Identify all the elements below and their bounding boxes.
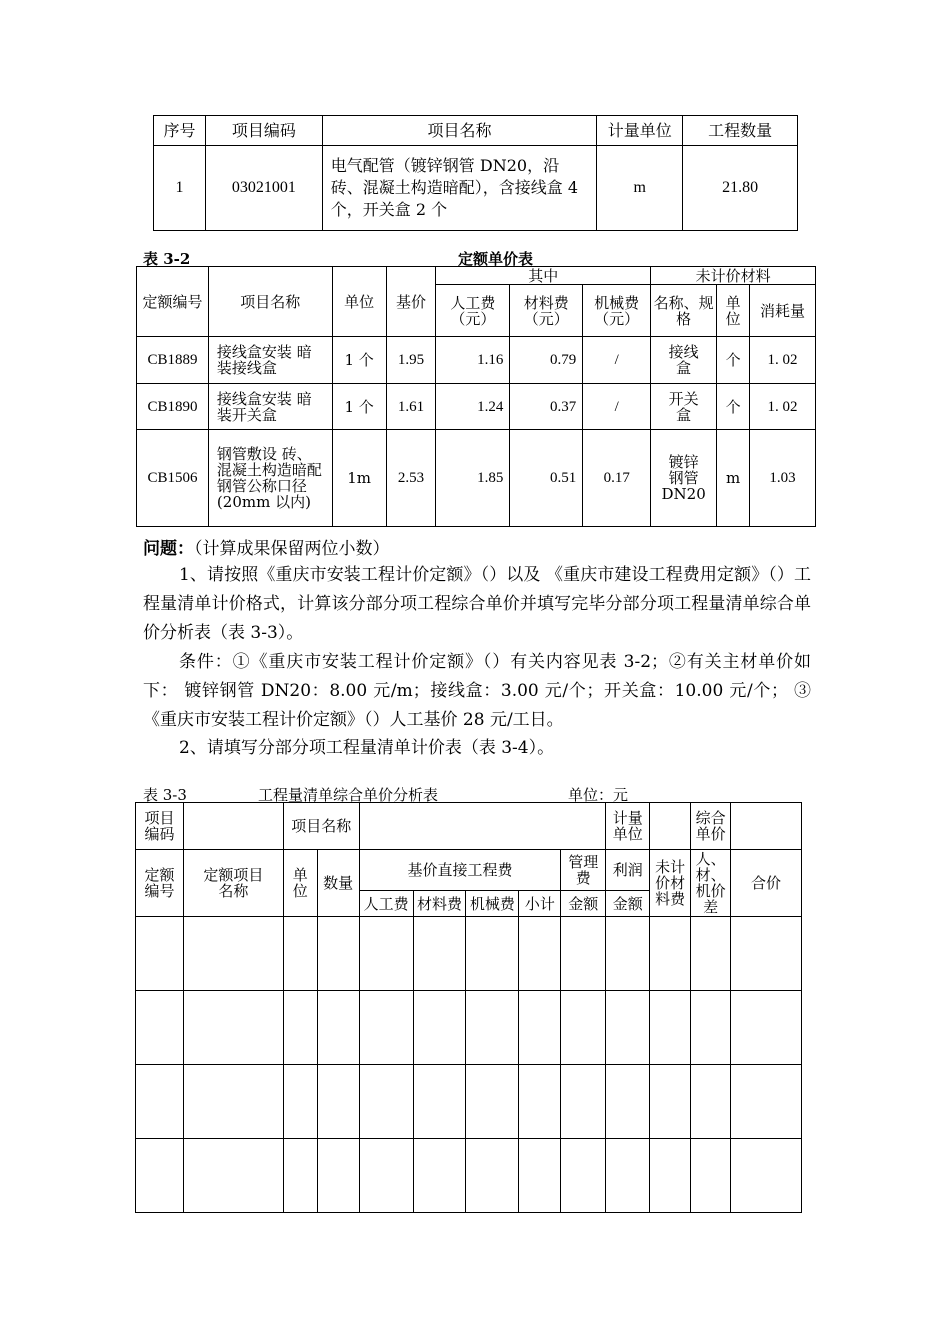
header-quantity: 工程数量 bbox=[683, 116, 798, 146]
header-item-name: 项目名称 bbox=[283, 803, 359, 850]
table-row bbox=[136, 917, 802, 991]
value-measure-unit bbox=[650, 803, 691, 850]
header-quota-code: 定额编号 bbox=[136, 850, 184, 917]
header-unpriced-material: 未计价材料 bbox=[651, 267, 816, 285]
header-profit: 利润 bbox=[606, 850, 650, 891]
cell-quota-code: CB1889 bbox=[137, 337, 209, 384]
header-quota-code: 定额编号 bbox=[137, 267, 209, 337]
header-labor-cost: 人工费（元） bbox=[436, 285, 510, 337]
quota-price-table bbox=[136, 266, 816, 527]
header-material-name: 名称、规格 bbox=[651, 285, 717, 337]
value-comprehensive-price bbox=[731, 803, 802, 850]
header-total-price: 合价 bbox=[731, 850, 802, 917]
cell-machine-cost: / bbox=[583, 337, 651, 384]
cell-consumption: 1. 02 bbox=[750, 384, 816, 430]
cell-seq: 1 bbox=[154, 146, 206, 231]
comprehensive-price-analysis-table bbox=[135, 802, 802, 1213]
header-measure-unit: 计量单位 bbox=[606, 803, 650, 850]
header-subtotal: 小计 bbox=[519, 891, 561, 917]
table-row bbox=[136, 1065, 802, 1139]
cell-quota-code: CB1506 bbox=[137, 430, 209, 527]
table2-label: 表 3-2 bbox=[143, 250, 191, 268]
cell-material-cost: 0.79 bbox=[510, 337, 583, 384]
cell-quota-code: CB1890 bbox=[137, 384, 209, 430]
table3-title: 工程量清单综合单价分析表 bbox=[258, 786, 439, 804]
table-row bbox=[136, 1139, 802, 1213]
header-machine-cost: 机械费 bbox=[466, 891, 519, 917]
header-unpriced-material-cost: 未计价材料费 bbox=[650, 850, 691, 917]
questions-heading-line bbox=[143, 534, 390, 559]
cell-unit: m bbox=[597, 146, 683, 231]
cell-material-unit: 个 bbox=[717, 337, 750, 384]
question-2: 2、请填写分部分项工程量清单计价表（表 3-4）。 bbox=[179, 738, 555, 758]
header-seq: 序号 bbox=[154, 116, 206, 146]
cell-material-unit: m bbox=[717, 430, 750, 527]
table-row bbox=[137, 337, 816, 384]
cell-material-cost: 0.51 bbox=[510, 430, 583, 527]
header-measure-unit: 计量单位 bbox=[597, 116, 683, 146]
header-item-code: 项目编码 bbox=[136, 803, 184, 850]
header-consumption: 消耗量 bbox=[750, 285, 816, 337]
header-machine-cost: 机械费（元） bbox=[583, 285, 651, 337]
header-management-fee: 管理费 bbox=[561, 850, 606, 891]
header-price-difference: 人、材、机价差 bbox=[691, 850, 731, 917]
table3-label: 表 3-3 bbox=[143, 786, 187, 804]
cell-unit: 1 个 bbox=[332, 337, 386, 384]
header-unit: 单位 bbox=[283, 850, 317, 917]
cell-item-name: 电气配管（镀锌钢管 DN20，沿砖、混凝土构造暗配），含接线盒 4 个，开关盒 2 个 bbox=[322, 146, 597, 231]
header-material-cost: 材料费 bbox=[413, 891, 466, 917]
table2-title: 定额单价表 bbox=[458, 250, 534, 268]
header-material-cost: 材料费（元） bbox=[510, 285, 583, 337]
header-profit-amount: 金额 bbox=[606, 891, 650, 917]
cell-base-price: 1.61 bbox=[386, 384, 436, 430]
cell-base-price: 2.53 bbox=[386, 430, 436, 527]
questions-note: （计算成果保留两位小数） bbox=[194, 539, 390, 559]
bill-item-table bbox=[153, 115, 798, 231]
cell-item-name: 接线盒安装 暗装接线盒 bbox=[208, 337, 332, 384]
cell-quantity: 21.80 bbox=[683, 146, 798, 231]
cell-labor-cost: 1.16 bbox=[436, 337, 510, 384]
cell-machine-cost: 0.17 bbox=[583, 430, 651, 527]
header-among: 其中 bbox=[436, 267, 651, 285]
cell-base-price: 1.95 bbox=[386, 337, 436, 384]
questions-heading: 问题： bbox=[143, 539, 194, 559]
cell-labor-cost: 1.24 bbox=[436, 384, 510, 430]
question-1: 1、请按照《重庆市安装工程计价定额》（）以及 《重庆市建设工程费用定额》（）工程量清单计价格式，计算该分部分项工程综合单价并填写完毕分部分项工程量清单综合单价分析表（表 3-3）。 bbox=[143, 565, 811, 643]
header-quota-name: 定额项目名称 bbox=[183, 850, 283, 917]
cell-material-cost: 0.37 bbox=[510, 384, 583, 430]
table-row bbox=[136, 991, 802, 1065]
cell-unit: 1 个 bbox=[332, 384, 386, 430]
header-base-price: 基价 bbox=[386, 267, 436, 337]
table3-unit-note: 单位：元 bbox=[568, 786, 629, 804]
question-conditions: 条件：①《重庆市安装工程计价定额》（）有关内容见表 3-2；②有关主材单价如下： 镀锌钢管 DN20：8.00 元/m；接线盒：3.00 元/个；开关盒：10.00 元/个； ③《重庆市安装工程计价定额》（）人工基价 28 元/工日。 bbox=[143, 652, 811, 730]
header-direct-cost: 基价直接工程费 bbox=[359, 850, 561, 891]
cell-unit: 1m bbox=[332, 430, 386, 527]
header-comprehensive-price: 综合单价 bbox=[691, 803, 731, 850]
cell-item-code: 03021001 bbox=[205, 146, 322, 231]
table-row bbox=[137, 384, 816, 430]
header-management-amount: 金额 bbox=[561, 891, 606, 917]
value-item-code bbox=[183, 803, 283, 850]
cell-consumption: 1.03 bbox=[750, 430, 816, 527]
header-item-code: 项目编码 bbox=[205, 116, 322, 146]
cell-material-name: 开关盒 bbox=[651, 384, 717, 430]
header-quantity: 数量 bbox=[317, 850, 359, 917]
value-item-name bbox=[359, 803, 606, 850]
cell-consumption: 1. 02 bbox=[750, 337, 816, 384]
table-row bbox=[137, 430, 816, 527]
cell-labor-cost: 1.85 bbox=[436, 430, 510, 527]
cell-item-name: 钢管敷设 砖、混凝土构造暗配 钢管公称口径 (20mm 以内) bbox=[208, 430, 332, 527]
header-unit: 单位 bbox=[332, 267, 386, 337]
header-labor-cost: 人工费 bbox=[359, 891, 413, 917]
cell-material-name: 镀锌钢管DN20 bbox=[651, 430, 717, 527]
header-item-name: 项目名称 bbox=[322, 116, 597, 146]
header-item-name: 项目名称 bbox=[208, 267, 332, 337]
cell-material-name: 接线盒 bbox=[651, 337, 717, 384]
cell-machine-cost: / bbox=[583, 384, 651, 430]
cell-item-name: 接线盒安装 暗装开关盒 bbox=[208, 384, 332, 430]
cell-material-unit: 个 bbox=[717, 384, 750, 430]
header-material-unit: 单位 bbox=[717, 285, 750, 337]
